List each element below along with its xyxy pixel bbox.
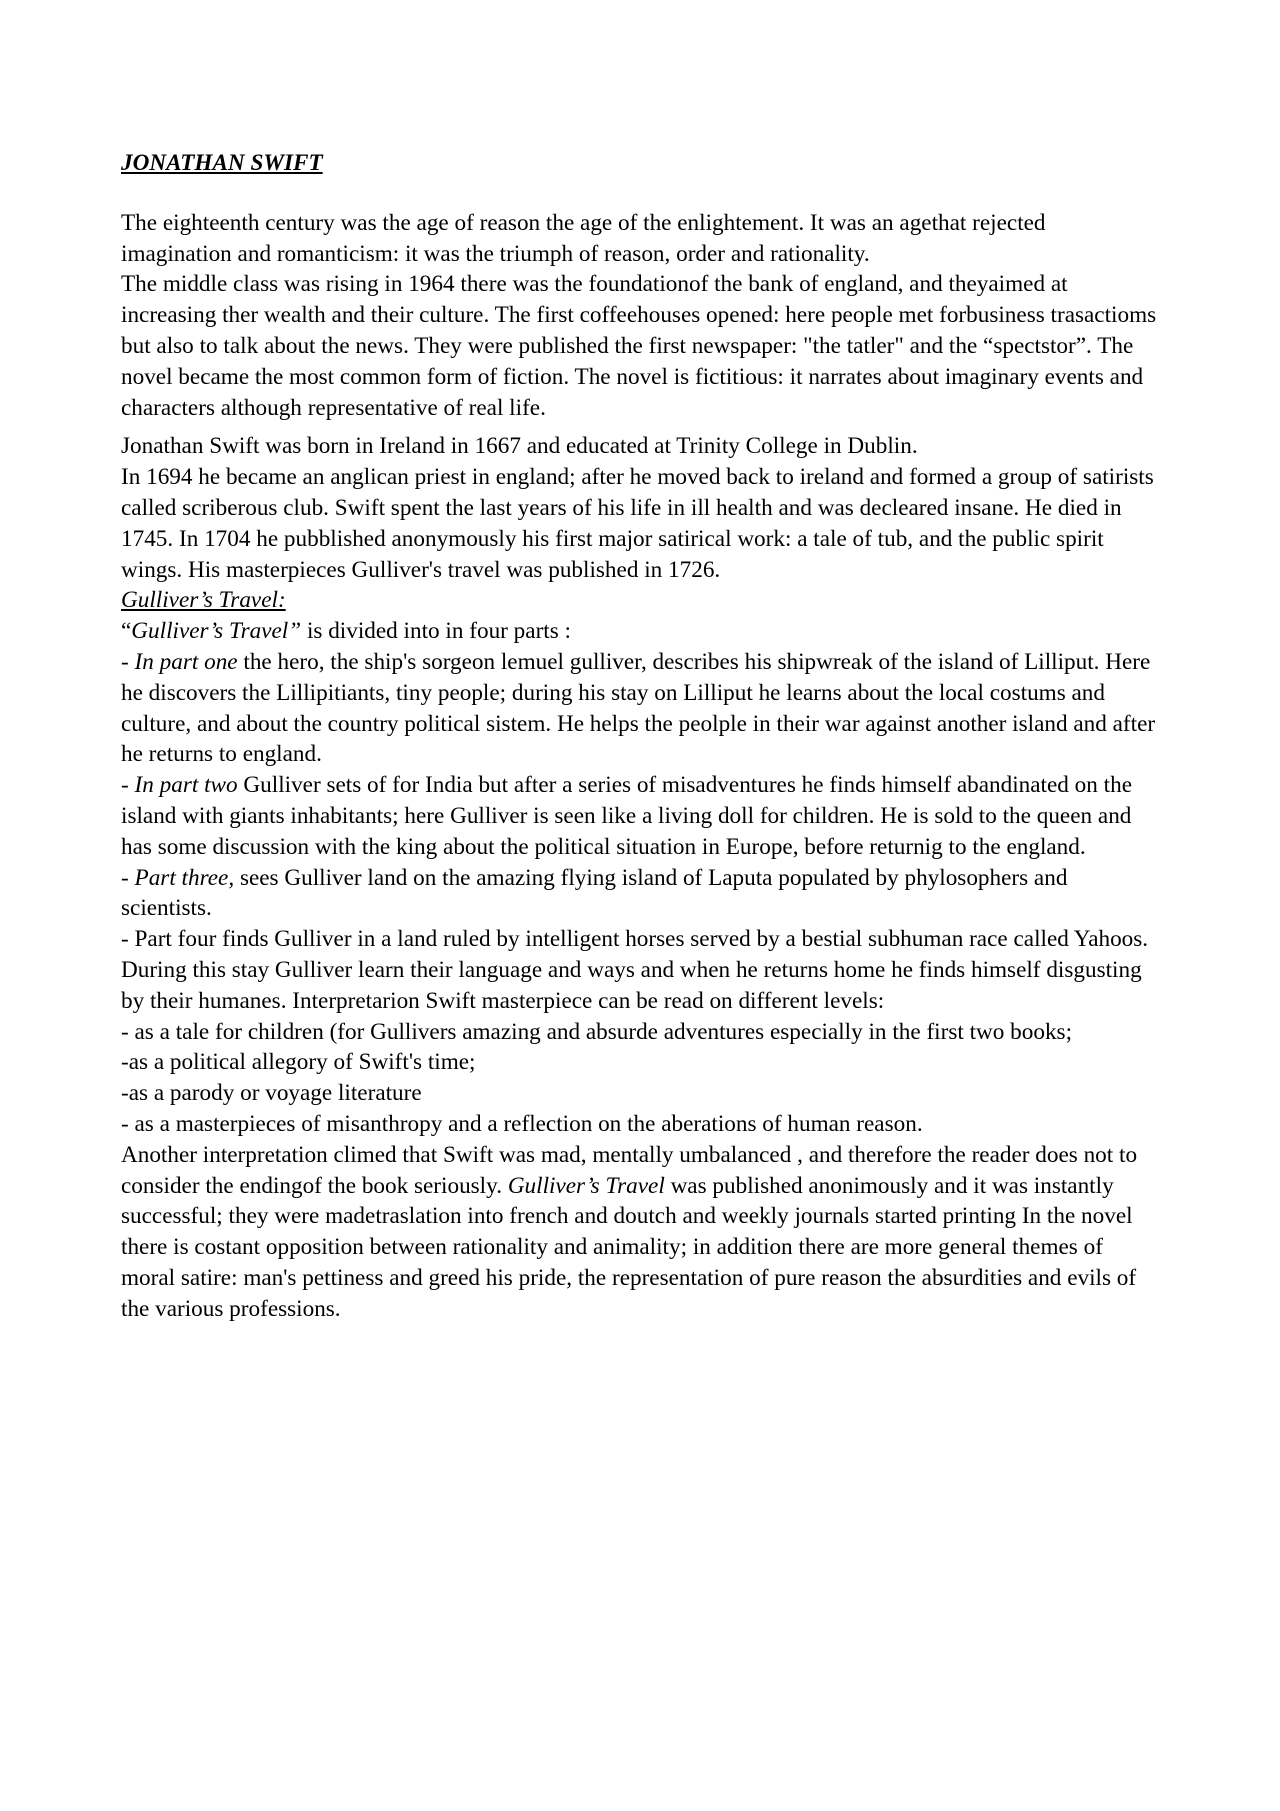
part-three-label: Part three, — [134, 864, 235, 891]
final-text-b: was published anonimously and it was instantly successful; they were madetraslation into french and doutch and weekly journals started printing In the novel there is costant opposition between rationality and animality; in addition there are more general themes of moral satire: man's pettiness and greed his pride, the representation of pure reason the absurdities and evils of the various professions. — [121, 1172, 1137, 1322]
part-one-label: In part one — [134, 648, 238, 675]
part-two-dash: - — [121, 772, 135, 799]
final-title: Gulliver’s Travel — [507, 1172, 665, 1199]
part-three-dash: - — [121, 864, 135, 891]
part-three-text: sees Gulliver land on the amazing flying island of Laputa populated by phylosophers and scientists. — [121, 864, 1068, 922]
document-body — [121, 148, 1161, 1324]
part-two-paragraph — [121, 770, 1161, 862]
divided-open-quote: “ — [121, 618, 132, 645]
gullivers-travel-heading: Gulliver’s Travel: — [121, 587, 286, 614]
divided-title: Gulliver’s Travel” — [131, 618, 302, 645]
intro-paragraph-1: The eighteenth century was the age of reason the age of the enlightement. It was an agethat rejected imagination and romanticism: it was the triumph of reason, order and rationality. — [121, 209, 1046, 267]
final-paragraph — [121, 1140, 1161, 1325]
part-one-text: the hero, the ship's sorgeon lemuel gulliver, describes his shipwreak of the island of Lilliput. Here he discovers the Lillipitiants, tiny people; during his stay on Lilliput he learns about the local costums and culture, and about the country political sistem. He helps the peolple in their war against another island and after he returns to england. — [121, 648, 1156, 768]
level-item-1: - as a tale for children (for Gullivers amazing and absurde adventures especially in the first two books; — [121, 1018, 1073, 1045]
part-two-label: In part two — [134, 772, 238, 799]
final-text-a: Another interpretation climed that Swift was mad, mentally umbalanced , and therefore the reader does not to consider the endingof the book seriously. — [121, 1141, 1138, 1199]
part-two-text: Gulliver sets of for India but after a series of misadventures he finds himself abandinated on the island with giants inhabitants; here Gulliver is seen like a living doll for children. He is sold to the queen and has some discussion with the king about the political situation in Europe, before returnig to the england. — [121, 772, 1132, 860]
divided-line — [121, 616, 1161, 647]
part-three-paragraph — [121, 863, 1161, 925]
level-item-4: - as a masterpieces of misanthropy and a reflection on the aberations of human reason. — [121, 1110, 923, 1137]
document-title: JONATHAN SWIFT — [121, 150, 323, 176]
intro-paragraph-2: The middle class was rising in 1964 there was the foundationof the bank of england, and theyaimed at increasing ther wealth and their culture. The first coffeehouses opened: here people met forbusiness trasactioms but also to talk about the news. They were published the first newspaper: "the tatler" and the “spectstor”. The novel became the most common form of fiction. The novel is fictitious: it narrates about imaginary events and characters although representative of real life. — [121, 271, 1157, 421]
part-one-paragraph — [121, 647, 1161, 770]
level-item-3: -as a parody or voyage literature — [121, 1080, 422, 1107]
bio-paragraph-1: Jonathan Swift was born in Ireland in 1667 and educated at Trinity College in Dublin. — [121, 433, 918, 460]
divided-rest: is divided into in four parts : — [301, 618, 571, 645]
part-four-paragraph: - Part four finds Gulliver in a land ruled by intelligent horses served by a bestial subhuman race called Yahoos. During this stay Gulliver learn their language and ways and when he returns home he finds himself disgusting by their humanes. Interpretarion Swift masterpiece can be read on different levels: — [121, 926, 1149, 1014]
level-item-2: -as a political allegory of Swift's time; — [121, 1049, 476, 1076]
part-one-dash: - — [121, 648, 135, 675]
bio-paragraph-2: In 1694 he became an anglican priest in england; after he moved back to ireland and formed a group of satirists called scriberous club. Swift spent the last years of his life in ill health and was decleared insane. He died in 1745. In 1704 he pubblished anonymously his first major satirical work: a tale of tub, and the public spirit wings. His masterpieces Gulliver's travel was published in 1726. — [121, 464, 1154, 583]
